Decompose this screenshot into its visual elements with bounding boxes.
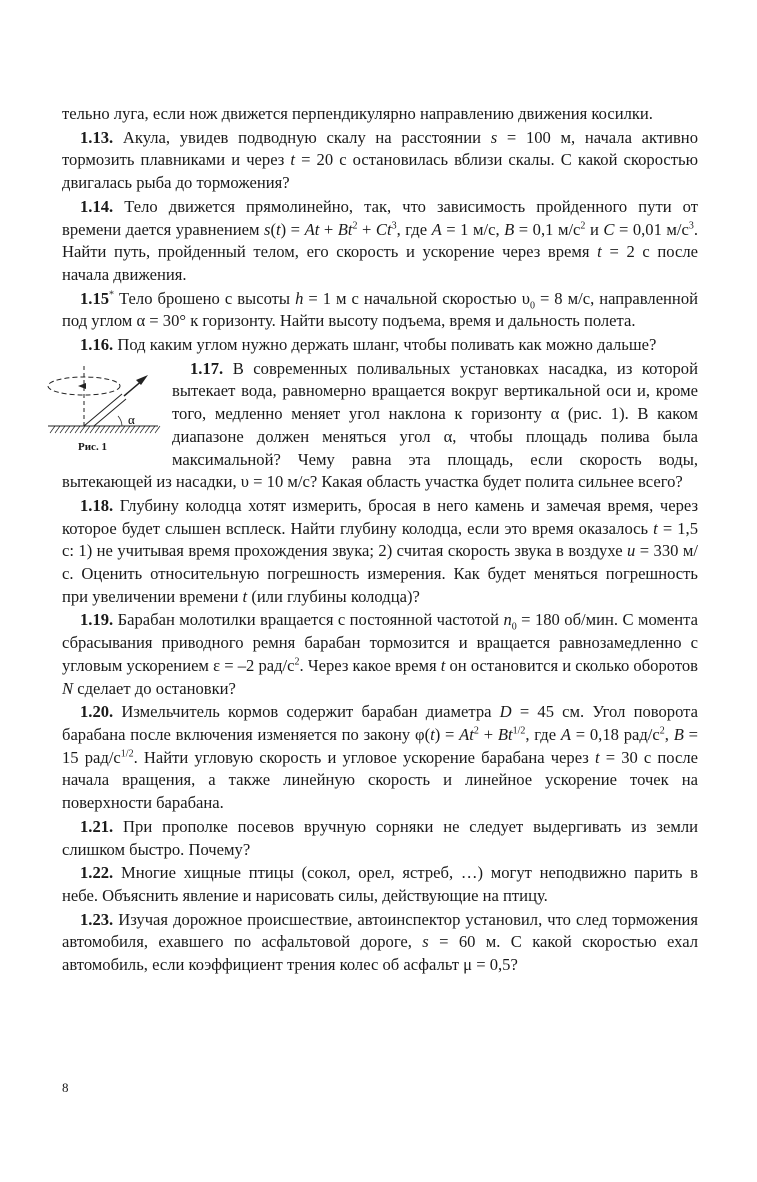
text-segment: = 1 м с начальной скоростью υ [303, 288, 530, 308]
text-segment: B [504, 219, 515, 239]
text-segment: Глубину колодца хотят измерить, бросая в него камень и замечая время, через которое будет слышен всплеск. Найти глубину колодца, если это время оказалось [62, 495, 698, 538]
text-segment: = 60 м. С какой скоростью ехал автомобиль, если коэффициент трения колес об асфальт μ = 0,5? [62, 932, 699, 975]
text-segment: . Через какое время [299, 655, 441, 675]
text-segment: Акула, увидев подводную скалу на расстоянии [113, 127, 491, 147]
text-segment: = 1 м/с, [441, 219, 505, 239]
text-segment: При прополке посевов вручную сорняки не следует выдергивать из земли слишком быстро. Почему? [62, 816, 698, 859]
problem-number: 1.18. [80, 495, 114, 515]
text-segment: , где [396, 219, 432, 239]
text-segment: At [459, 724, 474, 744]
text-segment: ( [270, 219, 276, 239]
problem-number: 1.13. [80, 127, 114, 147]
text-segment: Ct [375, 219, 392, 239]
text-segment: t [594, 747, 600, 767]
text-segment: , [664, 724, 674, 744]
problem-1-23 [62, 909, 698, 977]
figure-1 [44, 364, 162, 456]
text-segment: = 15 рад/с [62, 724, 698, 767]
problem-1-15 [62, 288, 698, 333]
text-segment: = 0,01 м/с [614, 219, 689, 239]
text-segment: s [422, 932, 429, 952]
page-number: 8 [62, 1080, 69, 1095]
text-segment: t [430, 724, 435, 744]
sprinkler-diagram [44, 364, 162, 436]
problem-1-20 [62, 701, 698, 815]
text-segment: h [295, 288, 304, 308]
problem-1-19 [62, 609, 698, 700]
problem-number: 1.17. [190, 358, 224, 378]
text-segment: = 0,18 рад/с [570, 724, 660, 744]
problem-number: 1.20. [80, 702, 114, 722]
problem-1-22 [62, 862, 698, 907]
text-segment: + [478, 724, 498, 744]
text-segment: Тело движется прямолинейно, так, что зависимость пройденного пути от времени дается уравнением [62, 196, 698, 239]
problem-1-13 [62, 127, 698, 195]
text-segment: Изучая дорожное происшествие, автоинспектор установил, что след торможения автомобиля, ехавшего по асфальтовой дороге, [62, 909, 698, 952]
problem-1-14 [62, 196, 698, 287]
text-segment: = 2 с после начала движения. [62, 242, 698, 284]
text-segment: 2 [294, 656, 300, 668]
text-segment: Измельчитель кормов содержит барабан диаметра [113, 702, 500, 722]
text-segment: = 20 с остановилась вблизи скалы. С какой скоростью двигалась рыба до торможения? [62, 150, 698, 193]
text-segment: = 8 м/с, направленной под углом α = 30° к горизонту. Найти высоту подъема, время и дальность полета. [62, 288, 698, 331]
text-segment: t [290, 150, 296, 170]
text-segment: * [109, 289, 115, 301]
text-segment: , где [525, 724, 561, 744]
text-segment: n [503, 610, 512, 630]
text-segment: 2 [473, 725, 479, 737]
text-segment: Барабан молотилки вращается с постоянной частотой [113, 610, 504, 630]
text-segment: . Найти путь, пройденный телом, его скорость и ускорение через время [62, 219, 699, 262]
text-segment: Тело брошено с высоты [114, 288, 296, 308]
text-segment: N [62, 678, 74, 698]
text-segment: сделает до остановки? [73, 678, 236, 698]
text-segment: = 1,5 с: 1) не учитывая время прохождения звука; 2) считая скорость звука в воздухе [62, 518, 698, 561]
text-segment: тельно луга, если нож движется перпендикулярно направлению движения косилки. [62, 104, 653, 123]
text-segment: (или глубины колодца)? [247, 586, 420, 606]
problem-number: 1.23. [80, 909, 114, 929]
text-segment: . Найти угловую скорость и угловое ускорение барабана через [133, 747, 595, 767]
angle-label: α [128, 411, 135, 427]
text-segment: = 45 см. Угол поворота барабана после включения изменяется по закону φ( [62, 702, 698, 744]
problem-1-17 [62, 358, 698, 494]
text-segment: t [242, 586, 248, 606]
text-segment: он остановится и сколько оборотов [445, 655, 699, 675]
problem-1-21 [62, 816, 698, 861]
text-segment: s [490, 127, 498, 147]
problem-1-16 [62, 334, 698, 357]
text-segment: 3 [391, 219, 397, 231]
text-segment: ) = [280, 219, 305, 239]
text-segment: Bt [497, 724, 513, 744]
problem-number: 1.14. [80, 196, 114, 216]
text-segment: и [585, 219, 604, 239]
text-segment: 2 [352, 219, 358, 231]
continuation [62, 103, 698, 126]
text-segment: 3 [688, 219, 694, 231]
problem-number: 1.22. [80, 863, 114, 883]
text-segment: A [560, 724, 571, 744]
figure-caption: Рис. 1 [78, 440, 107, 453]
text-segment: Bt [337, 219, 353, 239]
problem-number: 1.16. [80, 335, 114, 355]
text-segment: 2 [659, 725, 665, 737]
text-segment: t [276, 219, 281, 239]
text-segment: 2 [580, 219, 586, 231]
problem-1-18 [62, 495, 698, 609]
text-segment: = 180 об/мин. С момента сбрасывания приводного ремня барабан тормозится и вращается равнозамедленно с угловым ускорением ε = –2 рад/с [62, 610, 698, 675]
page-body [62, 103, 698, 978]
text-segment: A [431, 219, 442, 239]
problem-number: 1.15 [80, 288, 110, 308]
text-segment: t [597, 242, 602, 262]
text-segment: At [304, 219, 320, 239]
text-segment: Под каким углом нужно держать шланг, чтобы поливать как можно дальше? [113, 335, 657, 355]
text-segment: ) = [434, 724, 460, 744]
text-segment: В современных поливальных установках насадка, из которой вытекает вода, равномерно вращается вокруг вертикальной оси и, кроме того, медленно меняет угол наклона к горизонту α (рис. 1). В каком диапазоне должен меняться угол α, чтобы площадь полива была максимальной? Чему равна эта площадь, если скорость воды, вытекающей из насадки, υ = 10 м/с? Какая область участка будет полита сильнее всего? [62, 358, 698, 492]
text-segment: 1/2 [512, 725, 526, 737]
text-segment: Многие хищные птицы (сокол, орел, ястреб, …) могут неподвижно парить в небе. Объяснить явление и нарисовать силы, действующие на птицу. [62, 863, 698, 905]
text-segment: u [627, 541, 636, 561]
text-segment: 0 [511, 621, 517, 633]
text-segment: = 330 м/с. Оценить относительную погрешность измерения. Как будет меняться погрешность при увеличении времени [62, 541, 698, 606]
problem-number: 1.21. [80, 816, 114, 836]
text-segment: + [319, 219, 338, 239]
text-segment: = 100 м, начала активно тормозить плавниками и через [62, 127, 698, 170]
text-segment: 0 [529, 299, 535, 311]
text-segment: B [673, 724, 684, 744]
text-segment: = 0,1 м/с [514, 219, 581, 239]
text-segment: t [653, 518, 658, 538]
text-segment: = 30 с после начала вращения, а также линейную скорость и линейное ускорение точек на поверхности барабана. [62, 747, 698, 813]
text-segment: t [440, 655, 446, 675]
text-segment: C [603, 219, 615, 239]
text-segment: 1/2 [120, 748, 134, 760]
problem-number: 1.19. [80, 610, 114, 630]
text-segment: D [499, 702, 512, 722]
text-segment: + [357, 219, 376, 239]
text-segment: s [264, 219, 271, 239]
